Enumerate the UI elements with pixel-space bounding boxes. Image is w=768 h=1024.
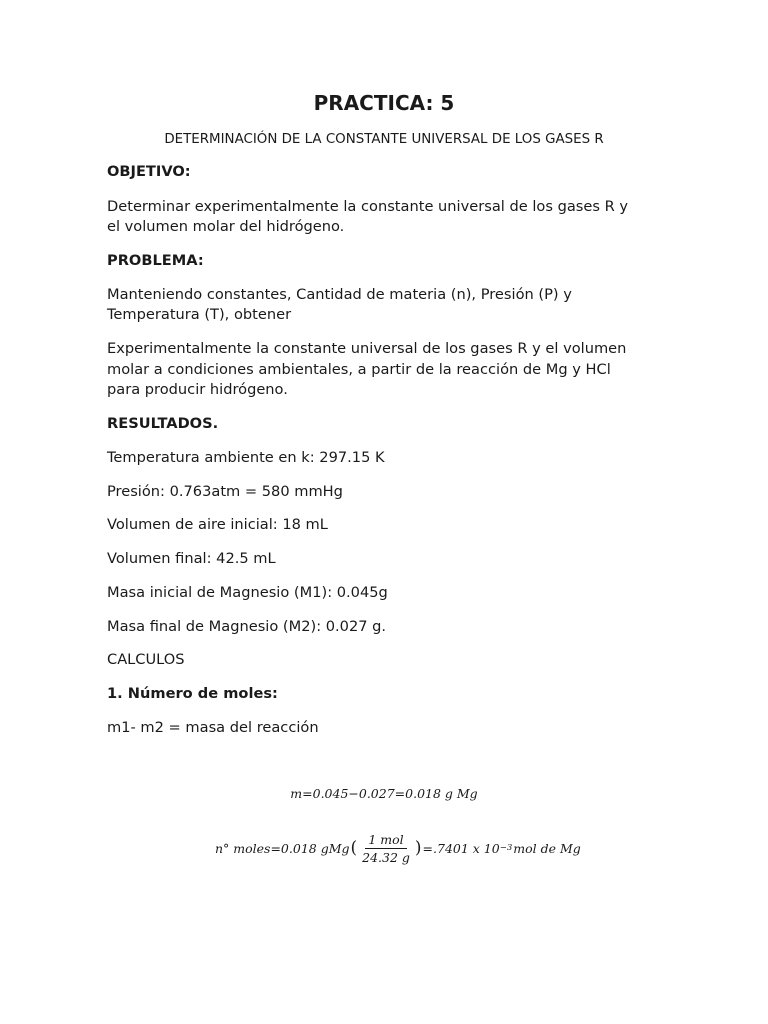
page-subtitle: DETERMINACIÓN DE LA CONSTANTE UNIVERSAL DE LOS GASES R xyxy=(164,132,604,147)
objetivo-line-1: Determinar experimentalmente la constante universal de los gases R y xyxy=(107,198,629,215)
left-paren: ( xyxy=(350,838,358,858)
resultado-presion: Presión: 0.763atm = 580 mmHg xyxy=(107,483,343,500)
equation-mass-difference: m=0.045−0.027=0.018 g Mg xyxy=(290,786,478,801)
resultado-masa-inicial: Masa inicial de Magnesio (M1): 0.045g xyxy=(107,584,388,601)
fraction-denominator: 24.32 g xyxy=(362,849,410,865)
fraction xyxy=(359,832,413,865)
equation-moles-rhs: =.7401 x 10 xyxy=(422,840,500,856)
problema-para1-line-2: Temperatura (T), obtener xyxy=(107,306,292,323)
resultado-volumen-final: Volumen final: 42.5 mL xyxy=(107,550,276,567)
problema-para1-line-1: Manteniendo constantes, Cantidad de materia (n), Presión (P) y xyxy=(107,286,572,303)
resultado-volumen-inicial: Volumen de aire inicial: 18 mL xyxy=(107,516,328,533)
resultado-temperatura: Temperatura ambiente en k: 297.15 K xyxy=(107,449,385,466)
calculos-heading: CALCULOS xyxy=(107,651,185,668)
problema-heading: PROBLEMA: xyxy=(107,252,204,269)
problema-para2-line-3: para producir hidrógeno. xyxy=(107,381,288,398)
objetivo-heading: OBJETIVO: xyxy=(107,163,191,180)
equation-moles xyxy=(215,826,581,870)
page-title: PRACTICA: 5 xyxy=(313,91,455,115)
equation-moles-lhs: n° moles=0.018 gMg xyxy=(215,840,350,856)
fraction-numerator: 1 mol xyxy=(365,832,406,849)
calculo-step-1-heading: 1. Número de moles: xyxy=(107,685,278,702)
objetivo-line-2: el volumen molar del hidrógeno. xyxy=(107,218,345,235)
resultado-masa-final: Masa final de Magnesio (M2): 0.027 g. xyxy=(107,618,387,635)
calculo-step-1-text: m1- m2 = masa del reacción xyxy=(107,719,319,736)
problema-para2-line-2: molar a condiciones ambientales, a partir de la reacción de Mg y HCl xyxy=(107,361,611,378)
right-paren: ) xyxy=(414,838,422,858)
resultados-heading: RESULTADOS. xyxy=(107,415,219,432)
equation-moles-unit: mol de Mg xyxy=(513,840,581,856)
problema-para2-line-1: Experimentalmente la constante universal de los gases R y el volumen xyxy=(107,340,627,357)
equation-moles-exponent: −3 xyxy=(499,843,513,853)
